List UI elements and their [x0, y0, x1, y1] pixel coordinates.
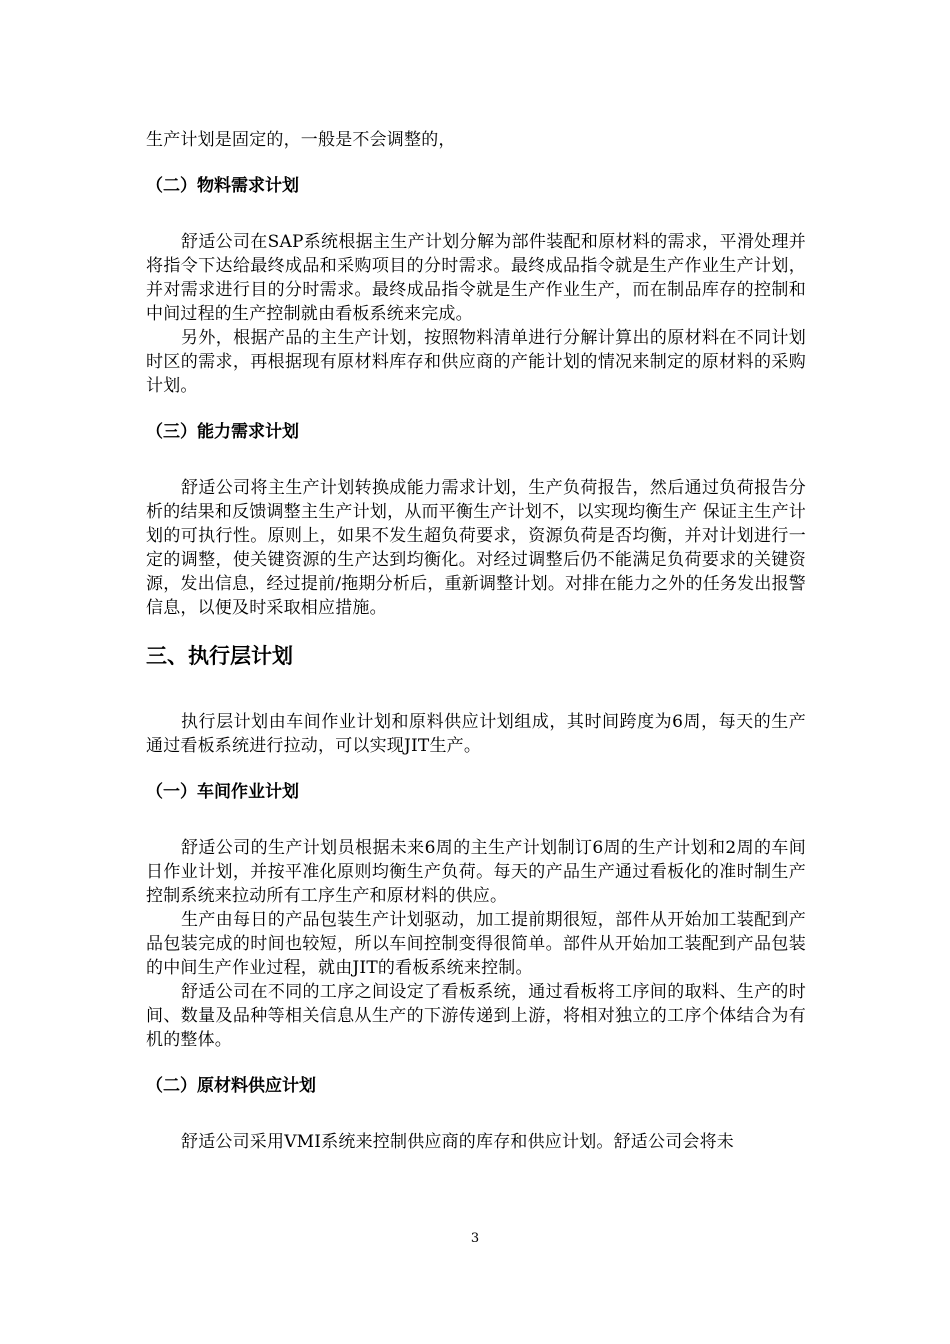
paragraph-workshop-1: 舒适公司的生产计划员根据未来6周的主生产计划制订6周的生产计划和2周的车间日作业计划，并按平准化原则均衡生产负荷。每天的产品生产通过看板化的准时制生产控制系统来拉动所有工序生产和原材料的供应。 — [146, 838, 806, 906]
heading-workshop-operation-plan: （一）车间作业计划 — [146, 782, 299, 802]
paragraph-material-2: 另外，根据产品的主生产计划，按照物料清单进行分解计算出的原材料在不同计划时区的需求，再根据现有原材料库存和供应商的产能计划的情况来制定的原材料的采购计划。 — [146, 328, 806, 396]
paragraph-execution-1: 执行层计划由车间作业计划和原料供应计划组成，其时间跨度为6周，每天的生产通过看板系统进行拉动，可以实现JIT生产。 — [146, 712, 806, 756]
spacer — [146, 398, 806, 420]
spacer — [146, 1052, 806, 1074]
heading-capacity-requirement-plan: （三）能力需求计划 — [146, 422, 299, 442]
spacer — [146, 1098, 806, 1130]
lead-fragment: 生产计划是固定的，一般是不会调整的， — [146, 130, 456, 150]
page-number: 3 — [470, 1231, 480, 1246]
spacer — [146, 152, 806, 174]
paragraph-material-1: 舒适公司在SAP系统根据主生产计划分解为部件装配和原材料的需求，平滑处理并将指令下达给最终成品和采购项目的分时需求。最终成品指令就是生产作业生产计划，并对需求进行目的分时需求。最终成品指令就是生产作业生产，而在制品库存的控制和中间过程的生产控制就由看板系统来完成。 — [146, 232, 806, 324]
heading-execution-layer-plan: 三、执行层计划 — [146, 644, 293, 668]
spacer — [146, 620, 806, 642]
paragraph-capacity-1: 舒适公司将主生产计划转换成能力需求计划，生产负荷报告，然后通过负荷报告分析的结果和反馈调整主生产计划，从而平衡生产计划不，以实现均衡生产 保证主生产计划的可执行性。原则上，如果不发生超负荷要求，资源负荷是否均衡，并对计划进行一定的调整，使关键资源的生产达到均衡化。对经过调整后仍不能满足负荷要求的关键资源，发出信息，经过提前/拖期分析后，重新调整计划。对排在能力之外的任务发出报警信息，以便及时采取相应措施。 — [146, 478, 806, 618]
spacer — [146, 758, 806, 780]
heading-raw-material-supply-plan: （二）原材料供应计划 — [146, 1076, 316, 1096]
spacer — [146, 804, 806, 836]
spacer — [146, 670, 806, 710]
paragraph-workshop-3: 舒适公司在不同的工序之间设定了看板系统，通过看板将工序间的取料、生产的时间、数量及品种等相关信息从生产的下游传递到上游，将相对独立的工序个体结合为有机的整体。 — [146, 982, 806, 1050]
spacer — [146, 444, 806, 476]
heading-material-requirement-plan: （二）物料需求计划 — [146, 176, 299, 196]
paragraph-supply-1: 舒适公司采用VMI系统来控制供应商的库存和供应计划。舒适公司会将未 — [181, 1132, 734, 1152]
page-content — [146, 128, 806, 1154]
paragraph-workshop-2: 生产由每日的产品包装生产计划驱动，加工提前期很短，部件从开始加工装配到产品包装完成的时间也较短，所以车间控制变得很简单。部件从开始加工装配到产品包装的中间生产作业过程，就由JIT的看板系统来控制。 — [146, 910, 806, 978]
spacer — [146, 198, 806, 230]
